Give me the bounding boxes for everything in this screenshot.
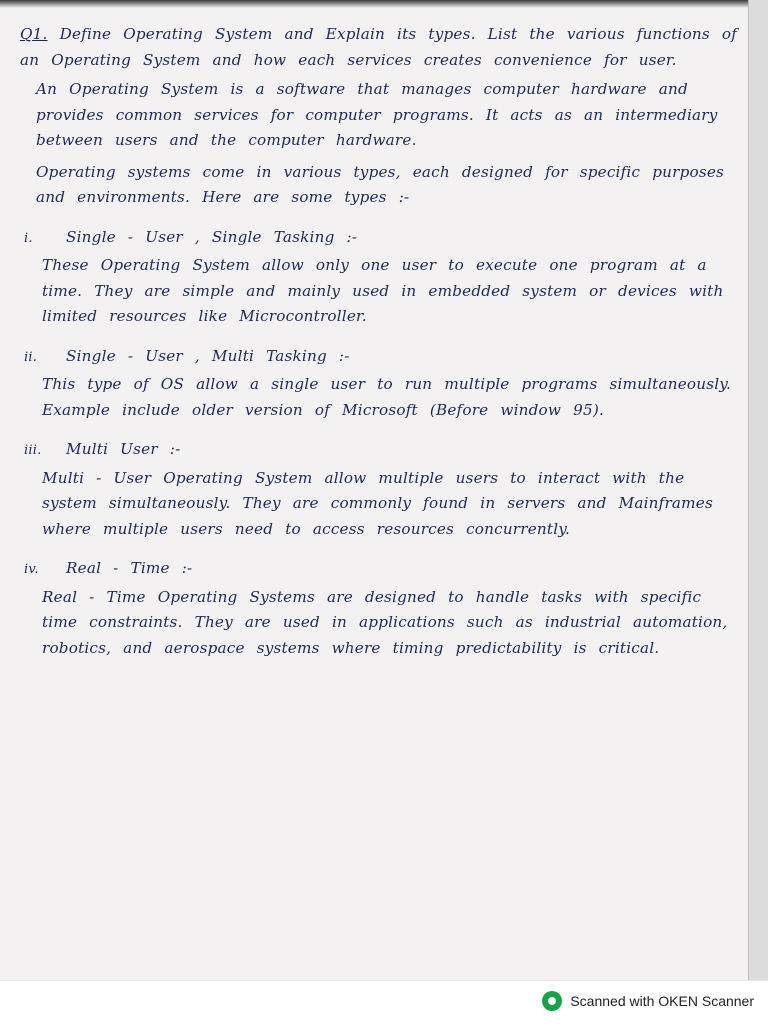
definition-paragraph: An Operating System is a software that manages computer hardware and provides common services for computer programs. It acts as an intermediary between users and the computer hardware. <box>36 80 718 149</box>
section-number: i. <box>24 230 33 246</box>
section-single-user-single-tasking <box>20 225 742 330</box>
section-body: Real - Time Operating Systems are designed to handle tasks with specific time constraints. They are used in applications such as industrial automation, robotics, and aerospace systems where timing predictability is critical. <box>42 587 728 657</box>
section-heading <box>24 556 742 583</box>
top-edge-shadow <box>0 0 768 8</box>
scanner-text: Scanned with OKEN Scanner <box>570 993 754 1009</box>
section-multi-user <box>20 437 742 542</box>
section-heading <box>24 225 742 252</box>
section-number: ii. <box>24 349 38 365</box>
section-title: Real - Time :- <box>66 559 193 577</box>
question-text: Define Operating System and Explain its types. List the various functions of an Operating System and how each services creates convenience for user. <box>20 25 738 69</box>
section-heading <box>24 437 742 464</box>
handwritten-notes <box>20 22 742 661</box>
section-real-time <box>20 556 742 661</box>
question <box>20 22 742 73</box>
section-body: Multi - User Operating System allow multiple users to interact with the system simultaneously. They are commonly found in servers and Mainframes where multiple users need to access resources concurrently. <box>42 468 713 538</box>
scanner-watermark <box>542 990 754 1012</box>
question-number: Q1. <box>20 25 48 43</box>
section-title: Multi User :- <box>66 440 181 458</box>
section-title: Single - User , Single Tasking :- <box>66 227 358 246</box>
section-body: These Operating System allow only one user to execute one program at a time. They are simple and mainly used in embedded system or devices with limited resources like Microcontroller. <box>42 256 724 325</box>
section-number: iv. <box>24 562 39 577</box>
page-edge-strip <box>748 0 768 990</box>
section-number: iii. <box>24 443 42 458</box>
section-title: Single - User , Multi Tasking :- <box>66 346 350 365</box>
section-single-user-multi-tasking <box>20 344 742 424</box>
oken-scanner-logo-icon <box>542 991 562 1011</box>
section-body: This type of OS allow a single user to run multiple programs simultaneously. Example include older version of Microsoft (Before window 95). <box>42 375 732 419</box>
section-heading <box>24 344 742 371</box>
types-intro-paragraph: Operating systems come in various types, each designed for specific purposes and environments. Here are some types :- <box>36 162 725 206</box>
